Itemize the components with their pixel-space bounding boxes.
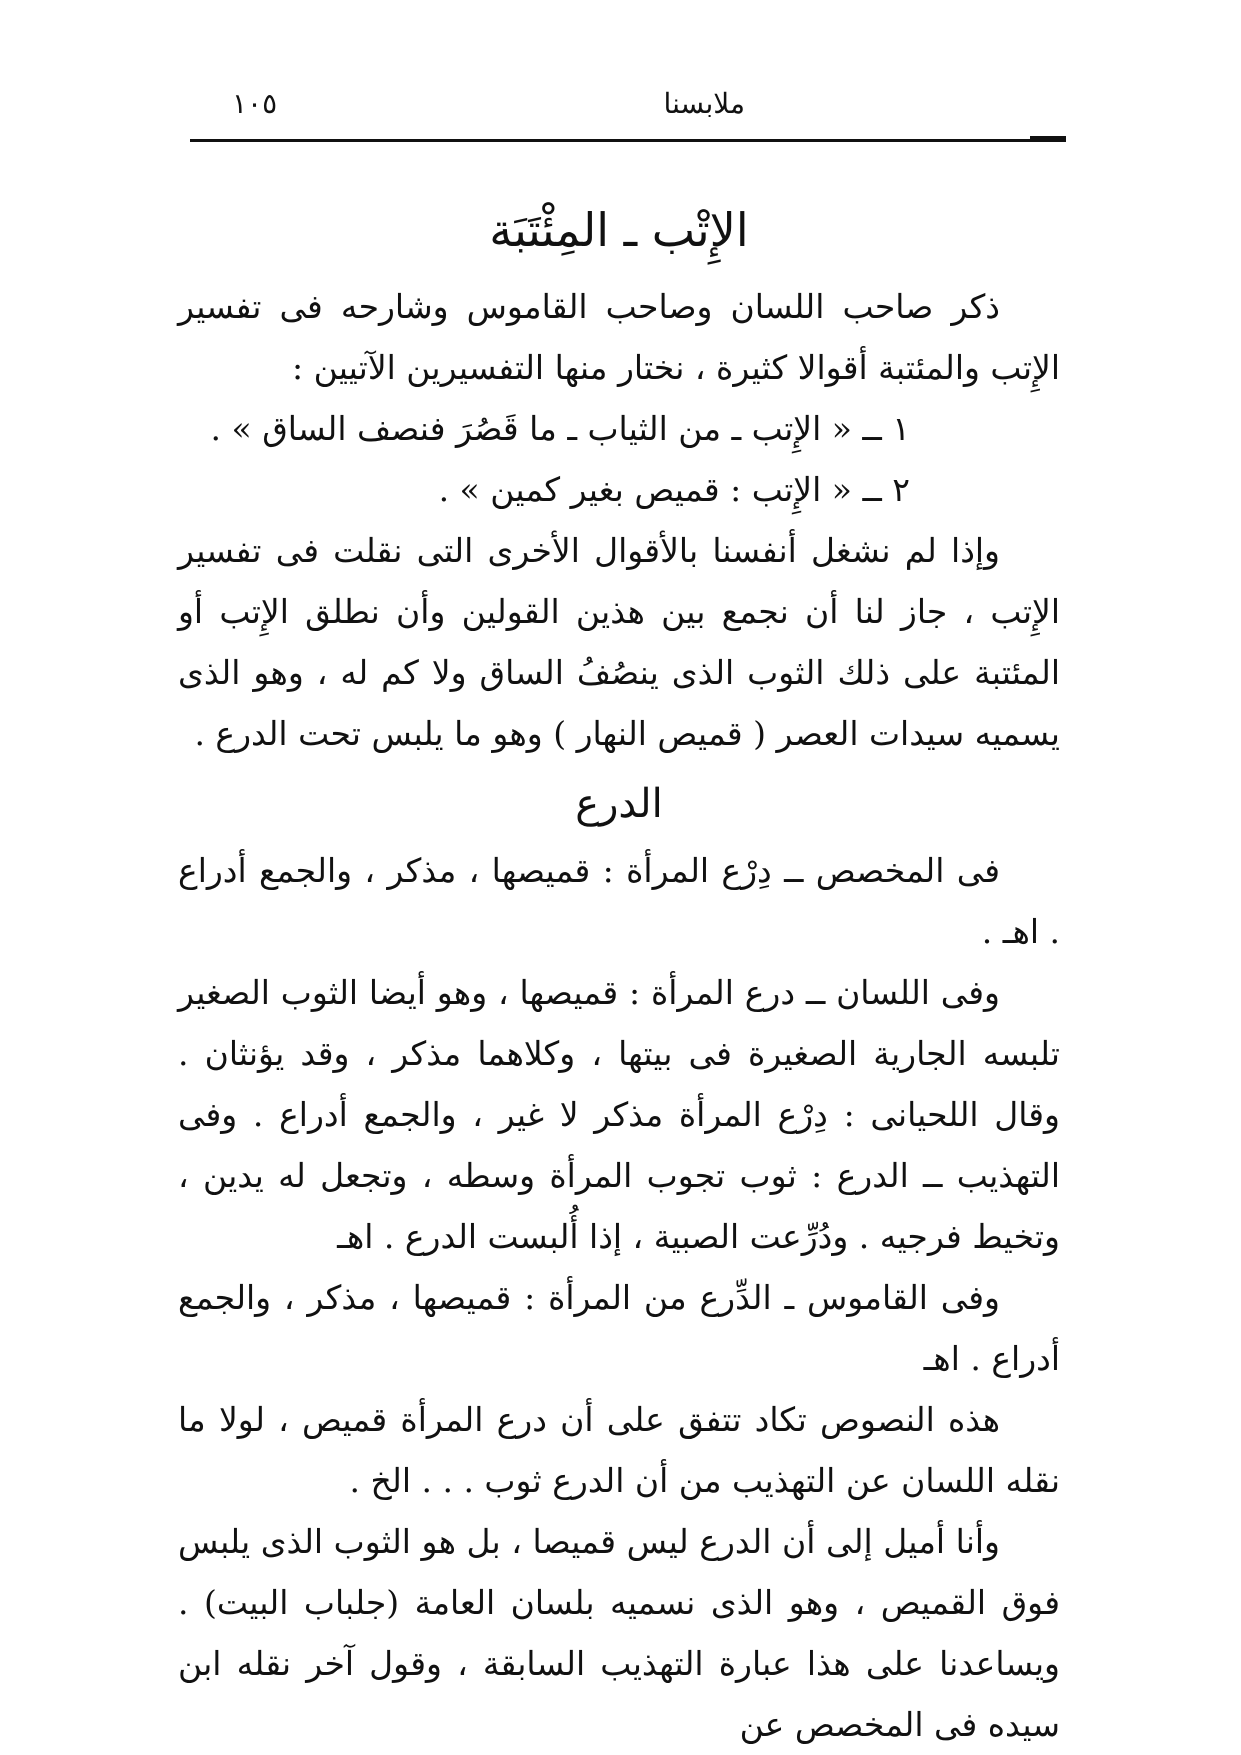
paragraph: وفى اللسان ــ درع المرأة : قميصها ، وهو أيضا الثوب الصغير تلبسه الجارية الصغيرة فى بيتها ، وكلاهما مذكر ، وقد يؤنثان . وقال اللحيانى : دِرْع المرأة مذكر لا غير ، والجمع أدراع . وفى التهذيب ــ الدرع : ثوب تجوب المرأة وسطه ، وتجعل له يدين ، وتخيط فرجيه . ودُرِّعت الصبية ، إذا أُلبست الدرع . اهـ <box>178 973 1060 1256</box>
paragraph: فى المخصص ــ دِرْع المرأة : قميصها ، مذكر ، والجمع أدراع . اهـ . <box>178 851 1060 951</box>
running-header <box>190 84 1050 128</box>
header-rule <box>190 139 1065 142</box>
body-text <box>178 190 1060 1755</box>
running-title: ملابسنا <box>663 87 745 120</box>
paragraph: ذكر صاحب اللسان وصاحب القاموس وشارحه فى تفسير الإِتب والمئتبة أقوالا كثيرة ، نختار منها التفسيرين الآتيين : <box>178 287 1060 387</box>
page-number: ١٠٥ <box>232 87 278 120</box>
list-item-1: ١ ــ « الإِتب ـ من الثياب ـ ما قَصُرَ فنصف الساق » . <box>210 409 910 448</box>
paragraph: هذه النصوص تكاد تتفق على أن درع المرأة قميص ، لولا ما نقله اللسان عن التهذيب من أن الدرع ثوب . . . الخ . <box>178 1400 1060 1500</box>
paragraph: وإذا لم نشغل أنفسنا بالأقوال الأخرى التى نقلت فى تفسير الإِتب ، جاز لنا أن نجمع بين هذين القولين وأن نطلق الإِتب أو المئتبة على ذلك الثوب الذى ينصُفُ الساق ولا كم له ، وهو الذى يسميه سيدات العصر ( قميص النهار ) وهو ما يلبس تحت الدرع . <box>178 531 1060 753</box>
paragraph: وفى القاموس ـ الدِّرع من المرأة : قميصها ، مذكر ، والجمع أدراع . اهـ <box>178 1278 1060 1378</box>
section-heading-itb: الإِتْب ـ المِئْتَبَة <box>489 203 749 257</box>
section-heading-dir: الدرع <box>575 781 663 827</box>
header-rule-accent <box>1030 136 1066 142</box>
list-item-2: ٢ ــ « الإِتب : قميص بغير كمين » . <box>438 470 910 509</box>
paragraph: وأنا أميل إلى أن الدرع ليس قميصا ، بل هو الثوب الذى يلبس فوق القميص ، وهو الذى نسميه بلسان العامة (جلباب البيت) . ويساعدنا على هذا عبارة التهذيب السابقة ، وقول آخر نقله ابن سيده فى المخصص عن <box>178 1522 1060 1744</box>
